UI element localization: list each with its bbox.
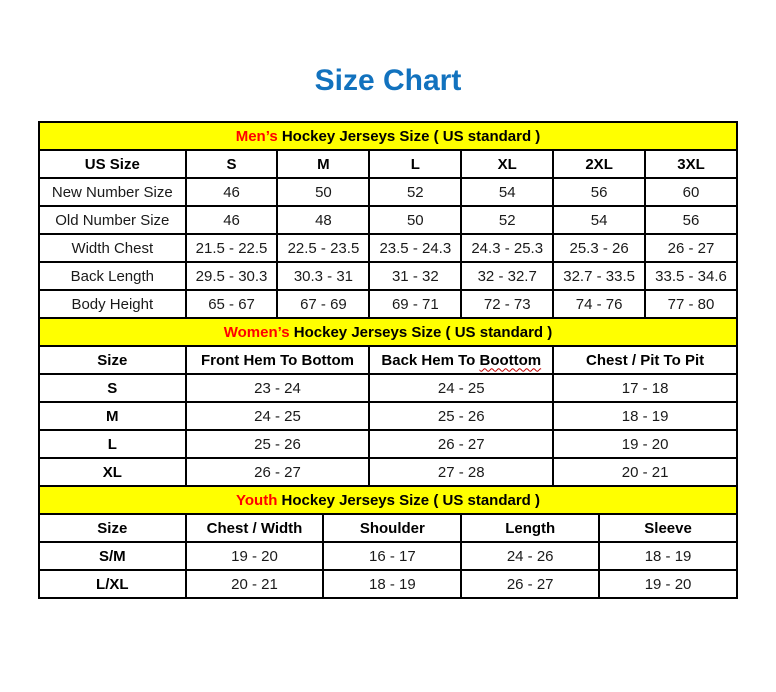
size-value-cell: 18 - 19 [323,570,461,598]
column-header-text: Back Hem To [381,351,476,369]
size-value-cell: 18 - 19 [599,542,737,570]
table-row [39,458,737,486]
size-value-cell: 25.3 - 26 [553,234,645,262]
womens-column-header-row [39,346,737,374]
row-label: New Number Size [39,178,186,206]
row-label: Width Chest [39,234,186,262]
column-header: Size [39,514,186,542]
table-row [39,402,737,430]
size-value-cell: 22.5 - 23.5 [277,234,369,262]
size-value-cell: 27 - 28 [369,458,553,486]
youth-section-accent-label: Youth [236,491,278,509]
size-value-cell: 24 - 26 [461,542,599,570]
table-row [39,374,737,402]
column-header: L [369,150,461,178]
size-value-cell: 26 - 27 [186,458,370,486]
table-row [39,570,737,598]
size-value-cell: 20 - 21 [553,458,737,486]
size-value-cell: 65 - 67 [186,290,278,318]
size-value-cell: 23 - 24 [186,374,370,402]
size-value-cell: 20 - 21 [186,570,324,598]
column-header: Front Hem To Bottom [186,346,370,374]
size-value-cell: 54 [553,206,645,234]
column-header: Chest / Pit To Pit [553,346,737,374]
column-header: Sleeve [599,514,737,542]
size-value-cell: 19 - 20 [599,570,737,598]
size-value-cell: 17 - 18 [553,374,737,402]
size-value-cell: 50 [277,178,369,206]
column-header [369,346,553,374]
mens-column-header-row [39,150,737,178]
mens-size-table [38,121,738,319]
youth-size-table [38,485,738,599]
row-label: L/XL [39,570,186,598]
size-value-cell: 52 [461,206,553,234]
column-header: Shoulder [323,514,461,542]
womens-section-accent-label: Women’s [223,323,290,341]
table-row [39,262,737,290]
column-header: 3XL [645,150,737,178]
size-value-cell: 29.5 - 30.3 [186,262,278,290]
column-header: Size [39,346,186,374]
size-value-cell: 18 - 19 [553,402,737,430]
size-value-cell: 26 - 27 [645,234,737,262]
size-value-cell: 56 [645,206,737,234]
size-value-cell: 19 - 20 [186,542,324,570]
size-value-cell: 32 - 32.7 [461,262,553,290]
womens-section-header [39,318,737,346]
size-value-cell: 26 - 27 [369,430,553,458]
size-value-cell: 23.5 - 24.3 [369,234,461,262]
youth-section-header-row [39,486,737,514]
size-value-cell: 52 [369,178,461,206]
misspelled-word-with-spellcheck-underline: Boottom [479,351,542,369]
size-value-cell: 72 - 73 [461,290,553,318]
mens-section-header-row [39,122,737,150]
row-label: S [39,374,186,402]
size-value-cell: 46 [186,206,278,234]
size-value-cell: 54 [461,178,553,206]
table-row [39,290,737,318]
youth-section-title-text: Hockey Jerseys Size ( US standard ) [281,491,540,509]
column-header: Chest / Width [186,514,324,542]
size-value-cell: 32.7 - 33.5 [553,262,645,290]
column-header: US Size [39,150,186,178]
size-value-cell: 31 - 32 [369,262,461,290]
womens-section-title-text: Hockey Jerseys Size ( US standard ) [293,323,553,341]
size-value-cell: 25 - 26 [186,430,370,458]
page-title: Size Chart [314,64,462,97]
table-row [39,430,737,458]
mens-section-accent-label: Men’s [235,127,278,145]
column-header: Length [461,514,599,542]
size-value-cell: 69 - 71 [369,290,461,318]
womens-section-header-row [39,318,737,346]
column-header: S [186,150,278,178]
table-row [39,178,737,206]
size-value-cell: 24.3 - 25.3 [461,234,553,262]
row-label: Old Number Size [39,206,186,234]
table-row [39,206,737,234]
size-value-cell: 25 - 26 [369,402,553,430]
column-header: 2XL [553,150,645,178]
row-label: XL [39,458,186,486]
size-value-cell: 16 - 17 [323,542,461,570]
row-label: L [39,430,186,458]
column-header: M [277,150,369,178]
size-value-cell: 48 [277,206,369,234]
size-value-cell: 19 - 20 [553,430,737,458]
size-value-cell: 74 - 76 [553,290,645,318]
size-value-cell: 46 [186,178,278,206]
row-label: M [39,402,186,430]
size-value-cell: 67 - 69 [277,290,369,318]
table-row [39,234,737,262]
youth-section-header [39,486,737,514]
column-header: XL [461,150,553,178]
size-value-cell: 21.5 - 22.5 [186,234,278,262]
size-value-cell: 24 - 25 [369,374,553,402]
size-value-cell: 56 [553,178,645,206]
size-value-cell: 60 [645,178,737,206]
size-tables-container [38,121,738,599]
size-value-cell: 50 [369,206,461,234]
row-label: Body Height [39,290,186,318]
youth-column-header-row [39,514,737,542]
size-value-cell: 26 - 27 [461,570,599,598]
womens-size-table [38,317,738,487]
size-value-cell: 24 - 25 [186,402,370,430]
row-label: S/M [39,542,186,570]
mens-section-header [39,122,737,150]
row-label: Back Length [39,262,186,290]
size-value-cell: 77 - 80 [645,290,737,318]
size-value-cell: 33.5 - 34.6 [645,262,737,290]
size-value-cell: 30.3 - 31 [277,262,369,290]
table-row [39,542,737,570]
mens-section-title-text: Hockey Jerseys Size ( US standard ) [281,127,541,145]
